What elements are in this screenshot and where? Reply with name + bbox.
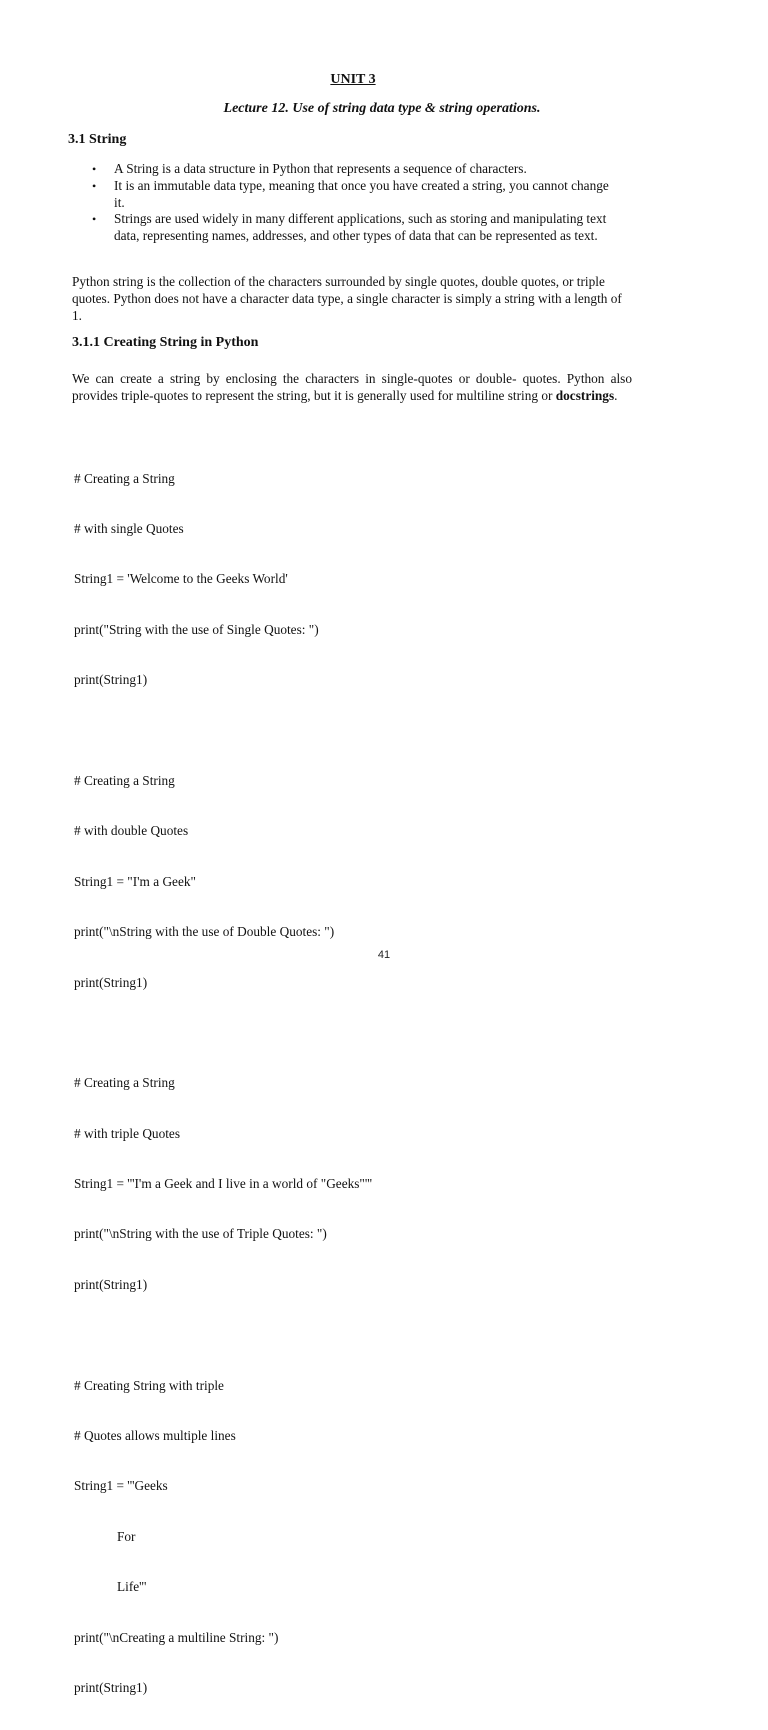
unit-title: UNIT 3 [330, 72, 376, 87]
list-item [0, 211, 618, 245]
bullet-text: Strings are used widely in many different applications, such as storing and manipulating text data, representing names, addresses, and other types of data that can be represented as text. [114, 211, 607, 244]
code-line: # Creating a String [74, 1075, 175, 1091]
code-line: # Quotes allows multiple lines [74, 1428, 236, 1444]
code-line: # Creating String with triple [74, 1377, 224, 1393]
code-line: # with triple Quotes [74, 1125, 180, 1141]
creating-string-paragraph [72, 370, 632, 404]
bullet-list [0, 161, 618, 245]
lecture-title: Lecture 12. Use of string data type & string operations. [223, 101, 541, 116]
code-line: # with single Quotes [74, 520, 184, 536]
list-item [0, 178, 618, 212]
code-line: print("\nString with the use of Triple Quotes: ") [74, 1226, 327, 1242]
list-item [0, 161, 618, 178]
section-heading-3-1-1: 3.1.1 Creating String in Python [72, 335, 259, 350]
code-example [74, 437, 372, 1730]
code-line: # Creating a String [74, 772, 175, 788]
code-line: print(String1) [74, 1679, 148, 1695]
code-line: String1 = "I'm a Geek" [74, 873, 196, 889]
code-line: print("\nCreating a multiline String: ") [74, 1629, 279, 1645]
code-line: print(String1) [74, 974, 148, 990]
bullet-icon: • [92, 212, 97, 227]
paragraph-end: . [614, 388, 618, 403]
code-line: String1 = '''Geeks [74, 1478, 168, 1494]
code-line: print("\nString with the use of Double Quotes: ") [74, 924, 335, 940]
code-line: String1 = 'Welcome to the Geeks World' [74, 571, 288, 587]
code-line: print(String1) [74, 672, 148, 688]
string-definition-paragraph: Python string is the collection of the characters surrounded by single quotes, double quotes, or triple quotes. Python does not have a character data type, a single character is simply a string with a length of 1. [72, 274, 622, 323]
paragraph-text: We can create a string by enclosing the characters in single-quotes or double- quotes. Python also provides triple-quotes to represent the string, but it is generally used for multiline string or [72, 371, 632, 403]
bullet-text: A String is a data structure in Python that represents a sequence of characters. [114, 161, 527, 176]
code-line: Life''' [117, 1579, 147, 1595]
code-line: print("String with the use of Single Quotes: ") [74, 621, 319, 637]
bullet-icon: • [92, 162, 97, 176]
code-spacer [74, 1327, 372, 1344]
code-spacer [74, 723, 372, 740]
code-line: print(String1) [74, 1276, 148, 1292]
code-line: # Creating a String [74, 470, 175, 486]
page-number: 41 [377, 949, 391, 961]
section-heading-3-1: 3.1 String [68, 132, 127, 147]
code-spacer [74, 1025, 372, 1042]
docstrings-term: docstrings [555, 388, 615, 403]
code-line: String1 = '''I'm a Geek and I live in a world of "Geeks"''' [74, 1176, 373, 1192]
bullet-text: It is an immutable data type, meaning that once you have created a string, you cannot change it. [114, 177, 609, 210]
code-line: # with double Quotes [74, 823, 189, 839]
bullet-icon: • [92, 178, 97, 193]
code-line: For [117, 1528, 136, 1544]
